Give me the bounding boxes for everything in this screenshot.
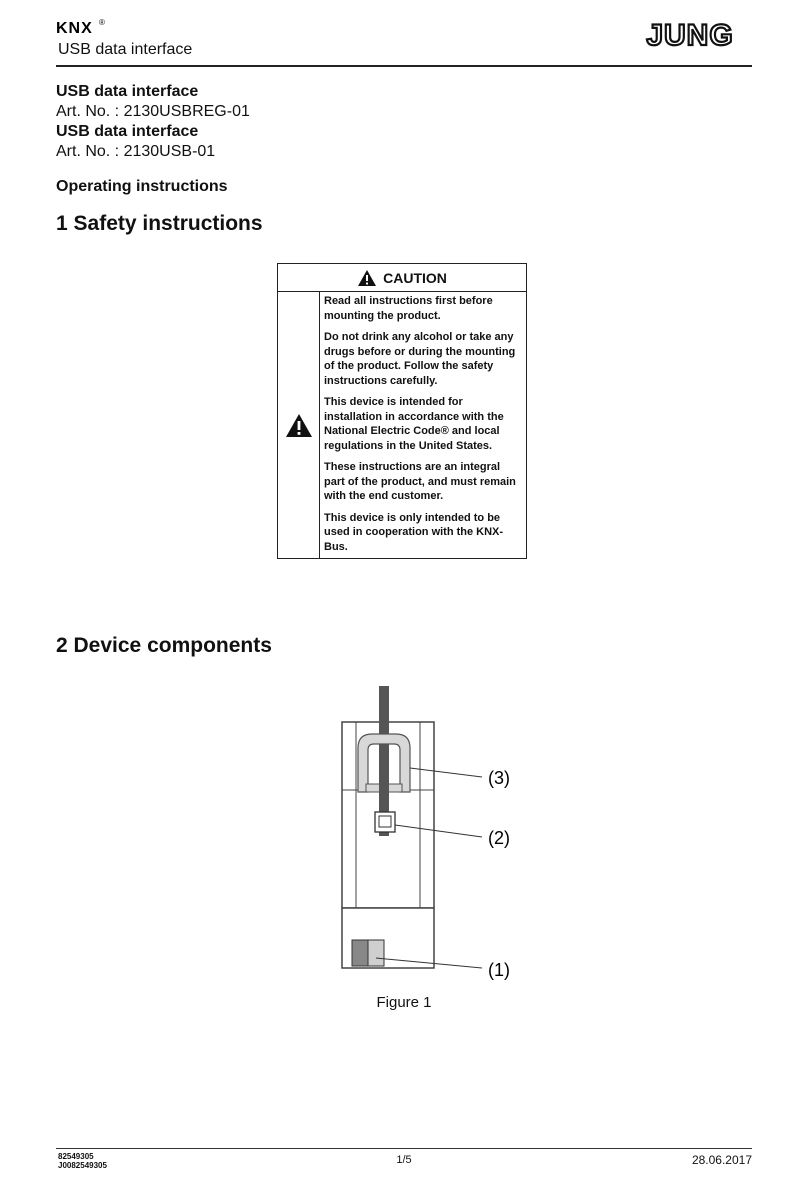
warning-icon bbox=[357, 269, 377, 287]
figure-caption: Figure 1 bbox=[376, 994, 432, 1011]
product-art-no-1: Art. No. : 2130USBREG-01 bbox=[56, 103, 250, 120]
svg-text:KNX: KNX bbox=[56, 20, 93, 37]
caution-paragraph: This device is intended for installation in accordance with the National Electric Code® and local regulations in the United States. bbox=[324, 396, 504, 452]
product-info bbox=[56, 82, 250, 162]
svg-text:®: ® bbox=[99, 18, 105, 27]
operating-instructions-label: Operating instructions bbox=[56, 178, 228, 195]
knx-logo bbox=[56, 16, 116, 38]
caution-icon-column bbox=[278, 292, 320, 558]
jung-logo bbox=[628, 18, 752, 50]
product-art-no-2: Art. No. : 2130USB-01 bbox=[56, 143, 216, 160]
section-2-heading: 2 Device components bbox=[56, 634, 272, 657]
section-1-heading: 1 Safety instructions bbox=[56, 212, 263, 235]
warning-icon bbox=[285, 413, 313, 438]
footer-code-2: J0082549305 bbox=[58, 1161, 107, 1170]
caution-paragraph: These instructions are an integral part of the product, and must remain with the end customer. bbox=[324, 461, 516, 502]
footer-divider bbox=[56, 1148, 752, 1149]
bus-terminal bbox=[352, 940, 368, 966]
caution-header bbox=[278, 264, 526, 292]
svg-text:JUNG: JUNG bbox=[646, 19, 734, 50]
footer-code-1: 82549305 bbox=[58, 1152, 94, 1161]
callout-2: (2) bbox=[488, 828, 510, 848]
callout-1: (1) bbox=[488, 960, 510, 980]
product-title-1: USB data interface bbox=[56, 83, 199, 100]
caution-label: CAUTION bbox=[383, 269, 447, 286]
page-number: 1/5 bbox=[396, 1154, 412, 1166]
caution-paragraph: Do not drink any alcohol or take any drugs before or during the mounting of the product. Follow the safety instructions carefully. bbox=[324, 331, 516, 387]
footer-date: 28.06.2017 bbox=[691, 1153, 752, 1167]
caution-paragraph: This device is only intended to be used in cooperation with the KNX-Bus. bbox=[324, 511, 504, 553]
caution-box bbox=[277, 263, 527, 559]
caution-text bbox=[324, 294, 518, 561]
caution-paragraph: Read all instructions first before mounting the product. bbox=[324, 295, 493, 322]
callout-3: (3) bbox=[488, 768, 510, 788]
product-title-2: USB data interface bbox=[56, 123, 199, 140]
device-figure bbox=[200, 680, 620, 1000]
header-subtitle: USB data interface bbox=[58, 41, 193, 58]
header-divider bbox=[56, 65, 752, 67]
